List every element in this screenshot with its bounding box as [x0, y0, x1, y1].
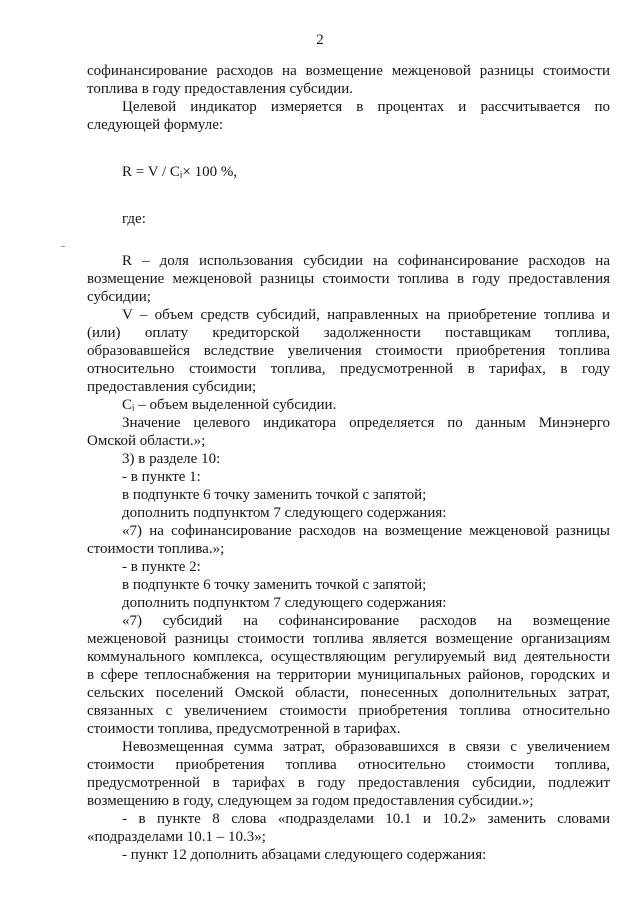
text-line: софинансирование расходов на возмещение межценовой разницы стоимости	[87, 63, 610, 79]
text-line: дополнить подпунктом 7 следующего содержания:	[122, 505, 447, 521]
spacer	[87, 181, 610, 210]
margin-mark	[61, 246, 65, 247]
text-line: связанных с увеличением стоимости приобретения топлива относительно	[87, 703, 610, 719]
text-line: 3) в разделе 10:	[122, 451, 221, 467]
text-line: Омской области.»;	[87, 433, 206, 449]
text-line: предусмотренной в тарифах в году предоставления субсидии, подлежит	[87, 775, 610, 791]
text-line: стоимости топлива, предусмотренной в тарифах.	[87, 721, 401, 737]
text-line: образовавшейся вследствие увеличения стоимости приобретения топлива	[87, 343, 610, 359]
text-line: предоставления субсидии;	[87, 379, 257, 395]
text-line: стоимости приобретения топлива относительно стоимости топлива,	[87, 757, 610, 773]
text-line: топлива в году предоставления субсидии.	[87, 81, 354, 97]
text-line: «подразделами 10.1 – 10.3»;	[87, 829, 266, 845]
text-line: дополнить подпунктом 7 следующего содержания:	[122, 595, 447, 611]
text-line: «7) субсидий на софинансирование расходов на возмещение	[122, 613, 610, 629]
text-line: в подпункте 6 точку заменить точкой с запятой;	[122, 487, 427, 503]
text-line: - в пункте 2:	[122, 559, 201, 575]
text-line: стоимости топлива.»;	[87, 541, 225, 557]
text-line: Значение целевого индикатора определяется по данным Минэнерго	[122, 415, 610, 431]
text-line: субсидии;	[87, 289, 151, 305]
text-line: сельских поселений Омской области, понесенных дополнительных затрат,	[87, 685, 610, 701]
text-line: возмещению в году, следующем за годом предоставления субсидии.»;	[87, 793, 534, 809]
text-line: - в пункте 1:	[122, 469, 201, 485]
text-line: «7) на софинансирование расходов на возмещение межценовой разницы	[122, 523, 610, 539]
text-line: Невозмещенная сумма затрат, образовавшихся в связи с увеличением	[122, 739, 610, 755]
text-line: V – объем средств субсидий, направленных на приобретение топлива и	[122, 307, 610, 323]
text-line: Cᵢ – объем выделенной субсидии.	[122, 397, 337, 413]
text-line: коммунального комплекса, осуществляющим регулируемый вид деятельности	[87, 649, 610, 665]
spacer	[87, 134, 610, 163]
text-line: относительно стоимости топлива, предусмотренной в тарифах, в году	[87, 361, 610, 377]
text-line: - в пункте 8 слова «подразделами 10.1 и 10.2» заменить словами	[122, 811, 610, 827]
document-body	[87, 62, 610, 864]
page-number: 2	[316, 32, 324, 48]
text-line: - пункт 12 дополнить абзацами следующего содержания:	[122, 847, 487, 863]
text-line: в сфере теплоснабжения на территории муниципальных районов, городских и	[87, 667, 610, 683]
text-line: где:	[122, 211, 146, 227]
spacer	[87, 228, 610, 252]
text-line: R – доля использования субсидии на софинансирование расходов на	[122, 253, 610, 269]
formula: R = V / Cᵢ× 100 %,	[122, 164, 238, 180]
text-line: в подпункте 6 точку заменить точкой с запятой;	[122, 577, 427, 593]
text-line: следующей формуле:	[87, 117, 224, 133]
text-line: Целевой индикатор измеряется в процентах и рассчитывается по	[122, 99, 610, 115]
text-line: возмещение межценовой разницы стоимости топлива в году предоставления	[87, 271, 610, 287]
text-line: межценовой разницы стоимости топлива является возмещение организациям	[87, 631, 610, 647]
text-line: (или) оплату кредиторской задолженности поставщикам топлива,	[87, 325, 610, 341]
